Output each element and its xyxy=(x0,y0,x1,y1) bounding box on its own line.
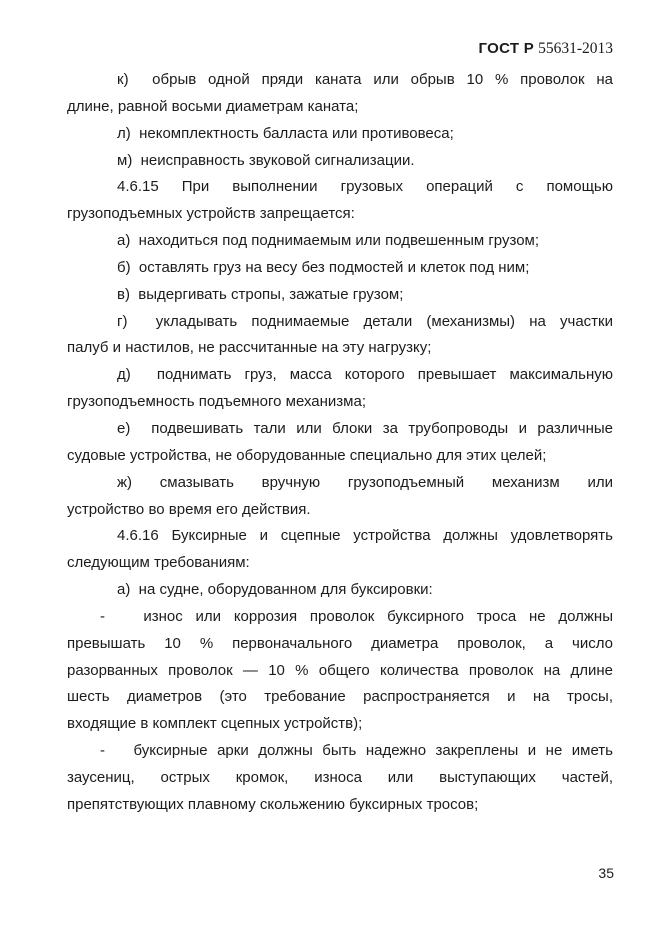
text-line: разорванных проволок — 10 % общего количества проволок на длине xyxy=(67,661,613,679)
standard-number: 55631-2013 xyxy=(538,40,613,57)
text-line: а) находиться под поднимаемым или подвешенным грузом; xyxy=(117,232,540,250)
text-line: входящие в комплект сцепных устройств); xyxy=(67,715,363,733)
text-line: г) укладывать поднимаемые детали (механизмы) на участки xyxy=(117,312,613,330)
text-line: 4.6.15 При выполнении грузовых операций с помощью xyxy=(117,178,613,196)
text-line: шесть диаметров (это требование распространяется и на тросы, xyxy=(67,688,613,706)
text-line: препятствующих плавному скольжению буксирных тросов; xyxy=(67,795,479,813)
text-line: палуб и настилов, не рассчитанные на эту нагрузку; xyxy=(67,339,432,357)
text-line: судовые устройства, не оборудованные специально для этих целей; xyxy=(67,446,547,464)
text-line: превышать 10 % первоначального диаметра проволок, а число xyxy=(67,634,613,652)
page-number: 35 xyxy=(598,865,614,881)
text-line: - износ или коррозия проволок буксирного троса не должны xyxy=(100,607,613,625)
text-line: грузоподъемных устройств запрещается: xyxy=(67,205,355,223)
text-line: а) на судне, оборудованном для буксировки: xyxy=(117,581,433,599)
page-header xyxy=(67,39,613,58)
text-line: м) неисправность звуковой сигнализации. xyxy=(117,151,415,169)
page-footer xyxy=(67,864,614,883)
text-line: следующим требованиям: xyxy=(67,554,250,572)
text-line: к) обрыв одной пряди каната или обрыв 10 % проволок на xyxy=(117,71,613,88)
document-body xyxy=(67,67,613,819)
text-line: б) оставлять груз на весу без подмостей и клеток под ним; xyxy=(117,258,530,276)
text-line: устройство во время его действия. xyxy=(67,500,311,518)
text-line: длине, равной восьми диаметрам каната; xyxy=(67,97,359,115)
text-line: л) некомплектность балласта или противовеса; xyxy=(117,124,454,142)
text-line: грузоподъемность подъемного механизма; xyxy=(67,393,366,411)
text-line: д) поднимать груз, масса которого превышает максимальную xyxy=(117,366,613,384)
text-line: в) выдергивать стропы, зажатые грузом; xyxy=(117,285,404,303)
text-line: - буксирные арки должны быть надежно закреплены и не иметь xyxy=(100,742,613,760)
standard-code: ГОСТ Р xyxy=(478,40,535,57)
text-line: заусениц, острых кромок, износа или выступающих частей, xyxy=(67,768,613,786)
text-line: ж) смазывать вручную грузоподъемный механизм или xyxy=(117,473,613,491)
text-line: е) подвешивать тали или блоки за трубопроводы и различные xyxy=(117,419,613,437)
text-line: 4.6.16 Буксирные и сцепные устройства должны удовлетворять xyxy=(117,527,613,545)
